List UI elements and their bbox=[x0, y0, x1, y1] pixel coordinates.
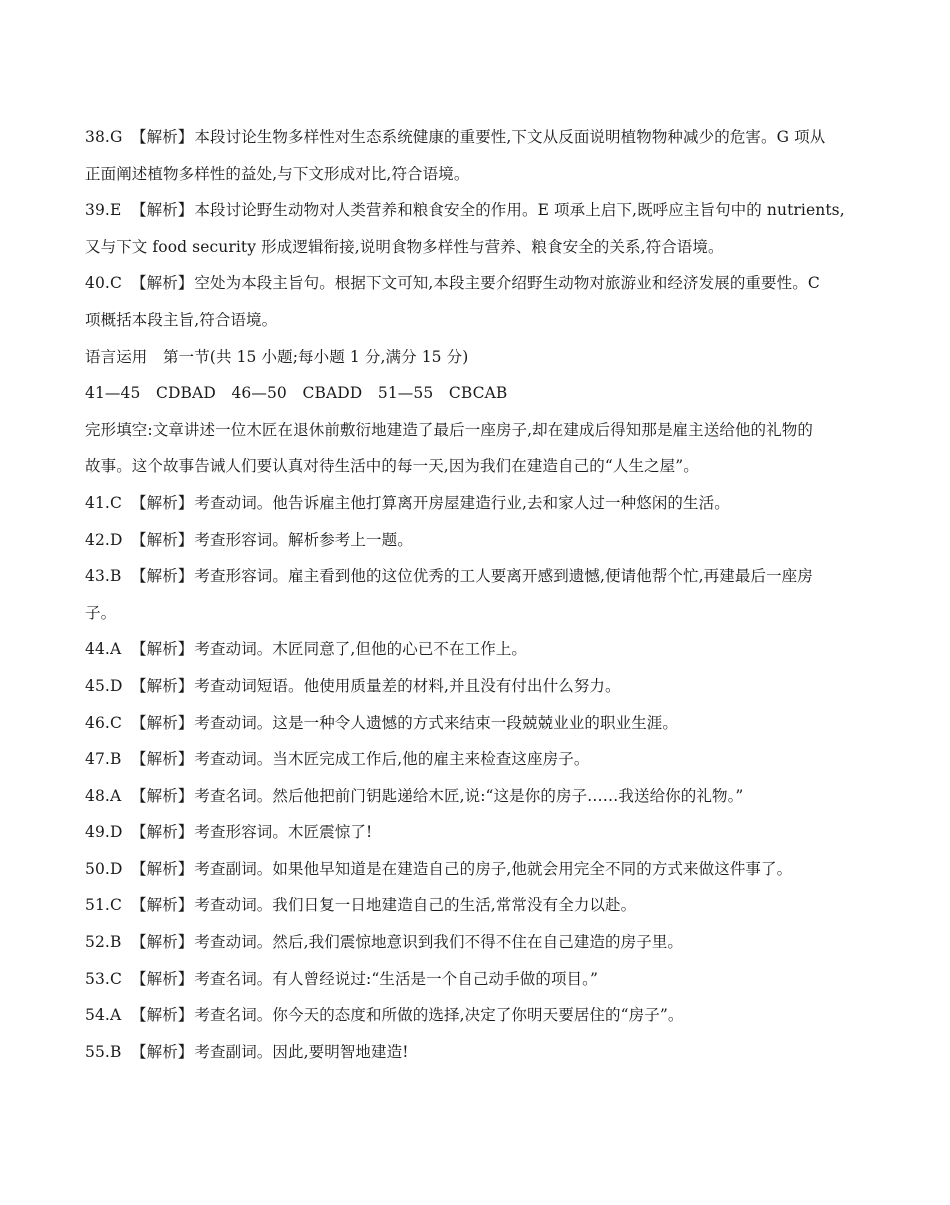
question-number: 43.B bbox=[85, 567, 122, 586]
analysis-tag: 【解析】 bbox=[131, 786, 194, 805]
line-text: 故事。这个故事告诫人们要认真对待生活中的每一天,因为我们在建造自己的“人生之屋”。 bbox=[85, 457, 699, 476]
answer-explanation-line bbox=[85, 924, 875, 961]
line-text: 考查形容词。木匠震惊了! bbox=[194, 823, 373, 842]
line-text: 考查动词。木匠同意了,但他的心已不在工作上。 bbox=[194, 640, 528, 659]
answer-explanation-line bbox=[85, 887, 875, 924]
analysis-tag: 【解析】 bbox=[131, 1006, 194, 1025]
line-text: 又与下文 food security 形成逻辑衔接,说明食物多样性与营养、粮食安全的关系,符合语境。 bbox=[85, 237, 724, 256]
analysis-tag: 【解析】 bbox=[131, 1042, 194, 1061]
answer-explanation-line bbox=[85, 741, 875, 778]
answer-explanation-line bbox=[85, 997, 875, 1034]
text-line bbox=[85, 448, 875, 485]
line-text: 考查动词短语。他使用质量差的材料,并且没有付出什么努力。 bbox=[194, 676, 621, 695]
line-text: 考查动词。这是一种令人遗憾的方式来结束一段兢兢业业的职业生涯。 bbox=[194, 713, 679, 732]
line-text: 考查名词。你今天的态度和所做的选择,决定了你明天要居住的“房子”。 bbox=[194, 1006, 684, 1025]
analysis-tag: 【解析】 bbox=[131, 201, 194, 220]
text-line bbox=[85, 412, 875, 449]
question-number: 39.E bbox=[85, 201, 122, 220]
analysis-tag: 【解析】 bbox=[131, 567, 194, 586]
line-text: 完形填空:文章讲述一位木匠在退休前敷衍地建造了最后一座房子,却在建成后得知那是雇主送给他的礼物的 bbox=[85, 420, 813, 439]
analysis-tag: 【解析】 bbox=[131, 493, 194, 512]
answer-explanation-line bbox=[85, 192, 875, 229]
line-text: 本段讨论野生动物对人类营养和粮食安全的作用。E 项承上启下,既呼应主旨句中的 nutrients, bbox=[194, 201, 845, 220]
text-line bbox=[85, 229, 875, 266]
question-number: 52.B bbox=[85, 933, 122, 952]
answer-explanation-line bbox=[85, 631, 875, 668]
answer-explanation-line bbox=[85, 1034, 875, 1071]
line-text: 考查名词。有人曾经说过:“生活是一个自己动手做的项目。” bbox=[194, 969, 599, 988]
line-text: 41—45 CDBAD 46—50 CBADD 51—55 CBCAB bbox=[85, 384, 508, 403]
question-number: 55.B bbox=[85, 1042, 122, 1061]
answer-explanation-line bbox=[85, 814, 875, 851]
question-number: 53.C bbox=[85, 969, 122, 988]
analysis-tag: 【解析】 bbox=[131, 128, 194, 146]
answer-key-page bbox=[85, 119, 875, 1070]
analysis-tag: 【解析】 bbox=[131, 896, 194, 915]
answer-explanation-line bbox=[85, 522, 875, 559]
line-text: 考查动词。然后,我们震惊地意识到我们不得不住在自己建造的房子里。 bbox=[194, 933, 684, 952]
question-number: 49.D bbox=[85, 823, 123, 842]
analysis-tag: 【解析】 bbox=[131, 713, 194, 732]
answer-explanation-line bbox=[85, 778, 875, 815]
analysis-tag: 【解析】 bbox=[131, 859, 194, 878]
line-text: 考查副词。如果他早知道是在建造自己的房子,他就会用完全不同的方式来做这件事了。 bbox=[194, 859, 793, 878]
question-number: 40.C bbox=[85, 274, 122, 293]
line-text: 考查动词。我们日复一日地建造自己的生活,常常没有全力以赴。 bbox=[194, 896, 637, 915]
analysis-tag: 【解析】 bbox=[131, 530, 194, 549]
answer-explanation-line bbox=[85, 668, 875, 705]
line-text: 空处为本段主旨句。根据下文可知,本段主要介绍野生动物对旅游业和经济发展的重要性。C bbox=[194, 274, 820, 293]
text-line bbox=[85, 156, 875, 193]
text-line bbox=[85, 595, 875, 632]
text-line bbox=[85, 302, 875, 339]
answer-explanation-line bbox=[85, 961, 875, 998]
question-number: 45.D bbox=[85, 676, 123, 695]
analysis-tag: 【解析】 bbox=[131, 969, 194, 988]
question-number: 47.B bbox=[85, 750, 122, 769]
analysis-tag: 【解析】 bbox=[131, 676, 194, 695]
line-text: 语言运用 第一节(共 15 小题;每小题 1 分,满分 15 分) bbox=[85, 347, 469, 366]
analysis-tag: 【解析】 bbox=[131, 640, 194, 659]
analysis-tag: 【解析】 bbox=[131, 823, 194, 842]
line-text: 考查动词。他告诉雇主他打算离开房屋建造行业,去和家人过一种悠闲的生活。 bbox=[194, 493, 730, 512]
question-number: 38.G bbox=[85, 128, 123, 146]
question-number: 51.C bbox=[85, 896, 122, 915]
analysis-tag: 【解析】 bbox=[131, 274, 194, 293]
question-number: 46.C bbox=[85, 713, 122, 732]
answer-explanation-line bbox=[85, 119, 875, 156]
line-text: 子。 bbox=[85, 603, 117, 622]
text-line bbox=[85, 339, 875, 376]
answer-explanation-line bbox=[85, 705, 875, 742]
question-number: 44.A bbox=[85, 640, 122, 659]
line-text: 正面阐述植物多样性的益处,与下文形成对比,符合语境。 bbox=[85, 164, 470, 183]
question-number: 54.A bbox=[85, 1006, 122, 1025]
line-text: 本段讨论生物多样性对生态系统健康的重要性,下文从反面说明植物物种减少的危害。G 项从 bbox=[194, 128, 826, 146]
question-number: 41.C bbox=[85, 493, 122, 512]
answer-explanation-line bbox=[85, 558, 875, 595]
line-text: 考查动词。当木匠完成工作后,他的雇主来检查这座房子。 bbox=[194, 750, 590, 769]
analysis-tag: 【解析】 bbox=[131, 750, 194, 769]
text-line bbox=[85, 375, 875, 412]
question-number: 50.D bbox=[85, 859, 123, 878]
question-number: 42.D bbox=[85, 530, 123, 549]
answer-explanation-line bbox=[85, 265, 875, 302]
line-text: 考查名词。然后他把前门钥匙递给木匠,说:“这是你的房子……我送给你的礼物。” bbox=[194, 786, 744, 805]
line-text: 考查形容词。雇主看到他的这位优秀的工人要离开感到遗憾,便请他帮个忙,再建最后一座房 bbox=[194, 567, 813, 586]
line-text: 考查形容词。解析参考上一题。 bbox=[194, 530, 413, 549]
answer-explanation-line bbox=[85, 485, 875, 522]
question-number: 48.A bbox=[85, 786, 122, 805]
answer-explanation-line bbox=[85, 851, 875, 888]
line-text: 考查副词。因此,要明智地建造! bbox=[194, 1042, 409, 1061]
line-text: 项概括本段主旨,符合语境。 bbox=[85, 310, 278, 329]
analysis-tag: 【解析】 bbox=[131, 933, 194, 952]
